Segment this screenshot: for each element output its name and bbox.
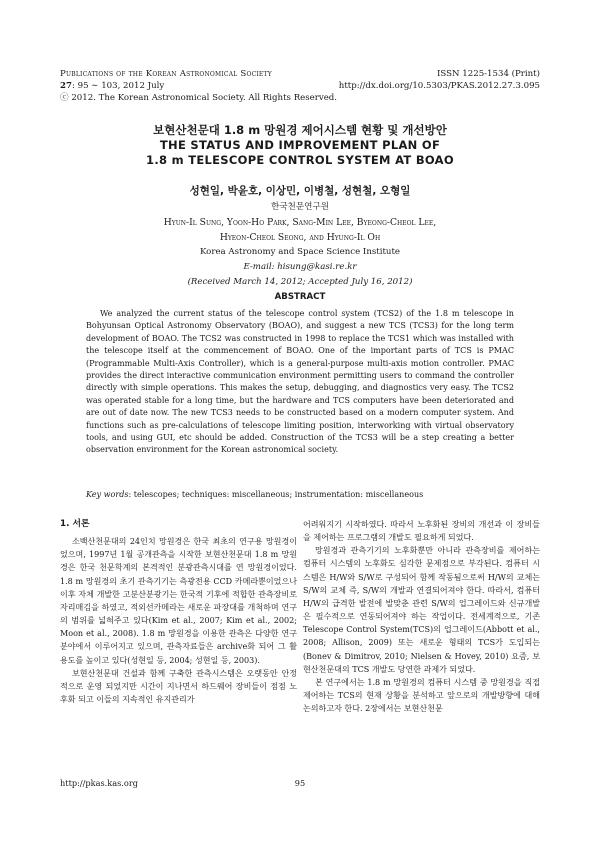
- doi-link[interactable]: http://dx.doi.org/10.5303/PKAS.2012.27.3.095: [338, 81, 540, 91]
- page-number: 95: [294, 778, 306, 788]
- email[interactable]: E-mail: hisung@kasi.re.kr: [243, 262, 357, 272]
- authors-korean: 성현일, 박윤호, 이상민, 이병철, 성현철, 오형일: [189, 185, 411, 197]
- paragraph: 보현산천문대 건설과 함께 구축한 관측시스템은 오랫동안 안정적으로 운영 되었지만 시간이 지나면서 하드웨어 장비들이 점점 노후화 되고 이들의 지속적인 유지관리가: [60, 668, 297, 705]
- volume-pages: [60, 80, 164, 92]
- section-heading: 1. 서론: [60, 519, 90, 529]
- issn: ISSN 1225-1534 (Print): [437, 69, 540, 79]
- running-header: [60, 68, 540, 104]
- author-block: [60, 183, 540, 290]
- institute: Korea Astronomy and Space Science Institute: [199, 247, 400, 257]
- received-dates: (Received March 14, 2012; Accepted July 16, 2012): [187, 277, 413, 287]
- right-column: [303, 518, 540, 715]
- authors-english-line1: Hyun-Il Sung, Yoon-Ho Park, Sang-Min Lee, Byeong-Cheol Lee,: [163, 217, 437, 228]
- volume-number: 27: [60, 81, 72, 91]
- paragraph: 망원경과 관측기기의 노후화뿐만 아니라 관측장비를 제어하는 컴퓨터 시스템의 노후화도 심각한 문제점으로 부각된다. 컴퓨터 시스템은 H/W와 S/W로 구성되어 함께 작동됨으로써 H/W의 교체는 S/W의 교체 즉, S/W의 개발과 연결되어져야 한다. 따라서, 컴퓨터 H/W의 급격한 발전에 발맞춘 관련 S/W의 업그레이드와 신규개발은 필수적으로 연동되어져야 하는 작업이다. 전세계적으로, 기존 Telescope Control System(TCS)의 업그레이드(Abbott et al., 2008; Allison, 2009) 또는 새로운 형태의 TCS가 도입되는(Bonev & Dimitrov, 2010; Nielsen & Hovey, 2010) 요즘, 보현산천문대의 TCS 개발도 당연한 과제가 되었다.: [303, 546, 540, 674]
- left-column: [60, 518, 297, 706]
- paragraph: 본 연구에서는 1.8 m 망원경의 컴퓨터 시스템 중 망원경을 직접 제어하는 TCS의 현재 상황을 분석하고 앞으로의 개발방향에 대해 논의하고자 한다. 2장에서는 보현산천문: [303, 677, 540, 714]
- journal-name: Publications of the Korean Astronomical Society: [60, 69, 272, 79]
- keywords-text: : telescopes; techniques: miscellaneous; instrumentation: miscellaneous: [128, 490, 424, 499]
- title-korean: 보현산천문대 1.8 m 망원경 제어시스템 현황 및 개선방안: [153, 123, 447, 137]
- title-english-line2: 1.8 m TELESCOPE CONTROL SYSTEM AT BOAO: [146, 153, 454, 167]
- footer-url[interactable]: http://pkas.kas.org: [60, 778, 138, 788]
- authors-english-line2: Hyeon-Cheol Seong, and Hyung-Il Oh: [219, 232, 381, 243]
- pages-date: : 95 ∼ 103, 2012 July: [71, 81, 165, 91]
- abstract-text: We analyzed the current status of the telescope control system (TCS2) of the 1.8 m telescope in Bohyunsan Optical Astronomy Observatory (BOAO), and suggest a new TCS (TCS3) for the long term development of BOAO. The TCS2 was constructed in 1998 to replace the TCS1 which was installed with the telescope itself at the commencement of BOAO. One of the important parts of TCS is PMAC (Programmable Multi-Axis Controller), which is a general-purpose multi-axis motion controller. PMAC provides the direct interactive communication environment permitting users to command the controller directly with simple operations. This makes the setup, debugging, and diagnostics very easy. The TCS2 was operated stable for a long time, but the hardware and TCS computers have been deteriorated and are out of date now. The new TCS3 needs to be constructed based on a modern computer system. And functions such as pre-calculations of telescope limiting position, interworking with virtual observatory tools, and using GUI, etc should be added. Construction of the TCS3 will be a step creating a better observation environment for the Korean astronomical society.: [86, 309, 514, 455]
- copyright: ⓒ 2012. The Korean Astronomical Society. All Rights Reserved.: [60, 93, 338, 103]
- keywords-label: Key words: [86, 490, 129, 499]
- affiliation-korean: 한국천문연구원: [270, 202, 330, 212]
- title-english-line1: THE STATUS AND IMPROVEMENT PLAN OF: [159, 138, 441, 152]
- abstract-heading: ABSTRACT: [274, 292, 326, 302]
- paragraph: 어려워지기 시작하였다. 따라서 노후화된 장비의 개선과 이 장비들을 제어하는 프로그램의 개발도 필요하게 되었다.: [303, 520, 540, 543]
- keywords: [86, 489, 514, 501]
- paper-title: [60, 123, 540, 168]
- paragraph: 소백산천문대의 24인치 망원경은 한국 최초의 연구용 망원경이었으며, 1997년 1월 공개관측을 시작한 보현산천문대 1.8 m 망원경은 한국 천문학계의 본격적인 분광관측시대를 연 망원경이었다. 1.8 m 망원경의 초기 관측기기는 측광전용 CCD 카메라뿐이었으나 이후 자체 개발한 고분산분광기는 한국적 기후에 적합한 관측장비로 자리매김을 하였고, 적외선카메라는 새로운 파장대를 개척하며 연구의 범위를 넓혀주고 있다(Kim et al., 2007; Kim et al., 2002; Moon et al., 2008). 1.8 m 망원경을 이용한 관측은 다양한 연구분야에서 이루어지고 있으며, 관측자료들은 archive화 되어 그 활용도를 높이고 있다(성현일 등, 2004; 성현일 등, 2003).: [60, 537, 297, 665]
